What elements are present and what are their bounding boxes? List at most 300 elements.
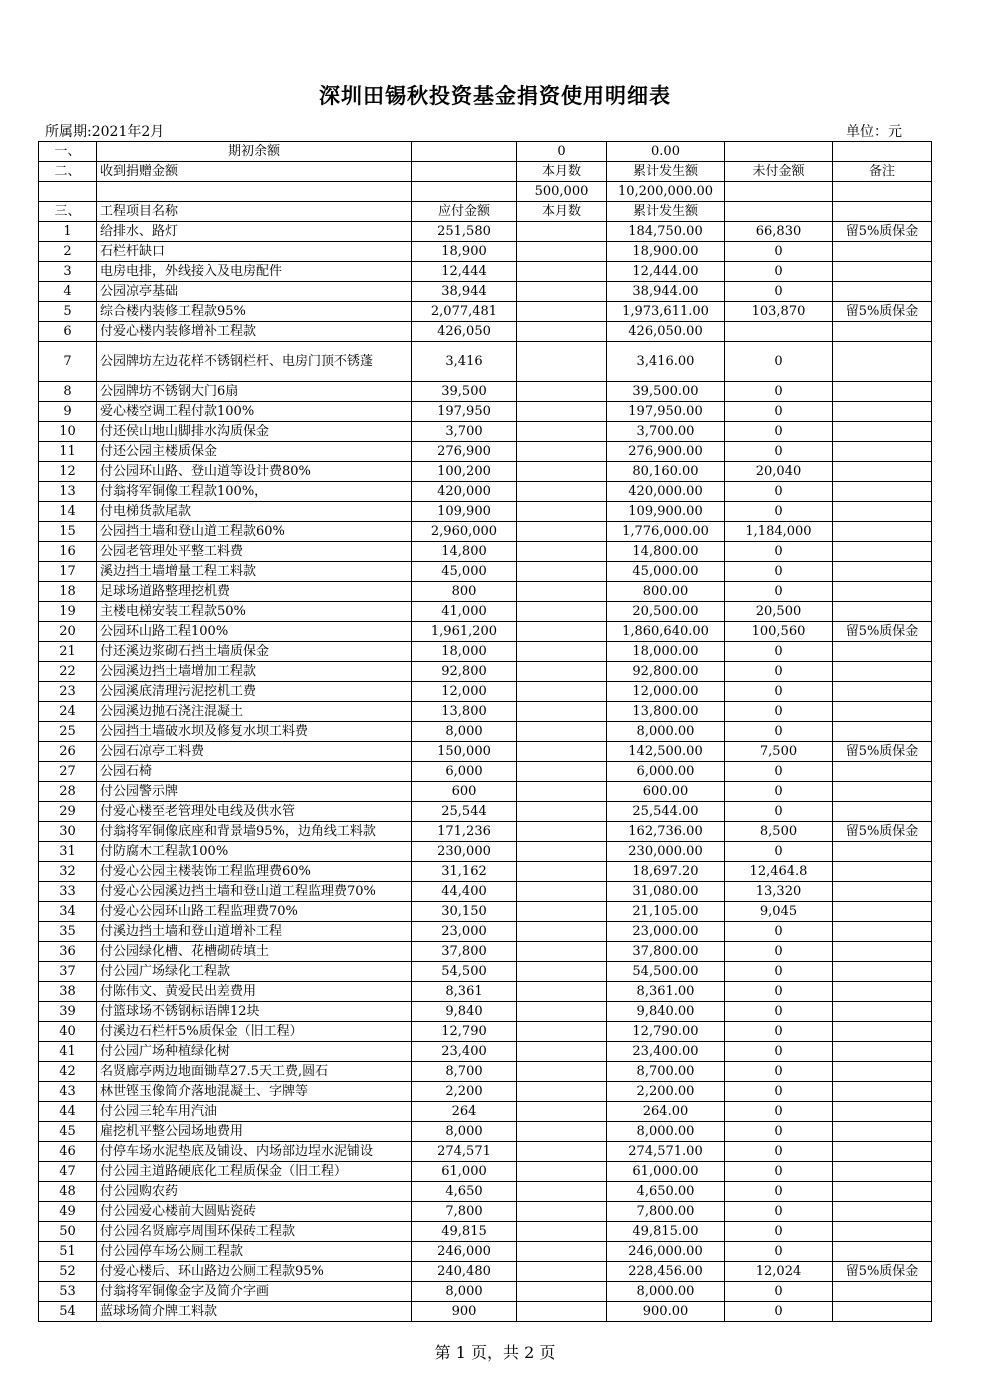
item-total: 4,650.00	[607, 1182, 725, 1202]
item-month	[517, 582, 607, 602]
item-payable: 9,840	[412, 1002, 517, 1022]
item-month	[517, 1122, 607, 1142]
item-note	[833, 422, 932, 442]
item-name: 公园石凉亭工料费	[97, 742, 412, 762]
item-number: 48	[39, 1182, 97, 1202]
item-payable: 8,000	[412, 1282, 517, 1302]
item-number: 26	[39, 742, 97, 762]
item-number: 51	[39, 1242, 97, 1262]
item-unpaid: 0	[725, 422, 833, 442]
item-payable: 8,361	[412, 982, 517, 1002]
item-month	[517, 1142, 607, 1162]
item-month	[517, 1062, 607, 1082]
item-month	[517, 642, 607, 662]
item-total: 25,544.00	[607, 802, 725, 822]
item-name: 电房电排，外线接入及电房配件	[97, 262, 412, 282]
item-payable: 246,000	[412, 1242, 517, 1262]
table-row	[39, 522, 932, 542]
item-number: 29	[39, 802, 97, 822]
item-unpaid: 103,870	[725, 302, 833, 322]
unit-label: 单位：元	[846, 124, 902, 140]
item-total: 31,080.00	[607, 882, 725, 902]
item-total: 8,000.00	[607, 1282, 725, 1302]
item-name: 付公园主道路硬底化工程质保金（旧工程）	[97, 1162, 412, 1182]
item-name: 付陈伟文、黄爱民出差费用	[97, 982, 412, 1002]
donation-month-value: 500,000	[517, 182, 607, 202]
item-name: 付公园广场绿化工程款	[97, 962, 412, 982]
item-payable: 44,400	[412, 882, 517, 902]
item-payable: 39,500	[412, 382, 517, 402]
table-row	[39, 262, 932, 282]
item-total: 80,160.00	[607, 462, 725, 482]
item-unpaid: 0	[725, 842, 833, 862]
item-name: 付爱心公园主楼装饰工程监理费60%	[97, 862, 412, 882]
item-note	[833, 642, 932, 662]
item-month	[517, 1222, 607, 1242]
item-number: 34	[39, 902, 97, 922]
donation-total-value: 10,200,000.00	[607, 182, 725, 202]
item-number: 20	[39, 622, 97, 642]
item-month	[517, 1282, 607, 1302]
item-total: 23,400.00	[607, 1042, 725, 1062]
item-note	[833, 1302, 932, 1322]
item-number: 54	[39, 1302, 97, 1322]
item-note: 留5%质保金	[833, 742, 932, 762]
item-payable: 900	[412, 1302, 517, 1322]
item-month	[517, 1102, 607, 1122]
item-total: 54,500.00	[607, 962, 725, 982]
item-note	[833, 522, 932, 542]
item-payable: 18,900	[412, 242, 517, 262]
item-payable: 420,000	[412, 482, 517, 502]
item-unpaid: 20,040	[725, 462, 833, 482]
table-row	[39, 1242, 932, 1262]
item-month	[517, 522, 607, 542]
item-total: 20,500.00	[607, 602, 725, 622]
item-unpaid: 0	[725, 402, 833, 422]
item-number: 36	[39, 942, 97, 962]
item-payable: 197,950	[412, 402, 517, 422]
item-name: 综合楼内装修工程款95%	[97, 302, 412, 322]
table-row	[39, 1022, 932, 1042]
item-total: 38,944.00	[607, 282, 725, 302]
table-row	[39, 402, 932, 422]
table-row	[39, 1082, 932, 1102]
item-payable: 41,000	[412, 602, 517, 622]
table-row	[39, 342, 932, 382]
item-unpaid: 66,830	[725, 222, 833, 242]
item-name: 爱心楼空调工程付款100%	[97, 402, 412, 422]
item-total: 8,000.00	[607, 722, 725, 742]
item-note	[833, 1242, 932, 1262]
item-number: 5	[39, 302, 97, 322]
section-label: 工程项目名称	[97, 202, 412, 222]
item-note	[833, 1162, 932, 1182]
item-number: 35	[39, 922, 97, 942]
item-total: 264.00	[607, 1102, 725, 1122]
item-month	[517, 282, 607, 302]
item-name: 林世铿玉像简介落地混凝土、字牌等	[97, 1082, 412, 1102]
item-total: 2,200.00	[607, 1082, 725, 1102]
item-month	[517, 922, 607, 942]
item-month	[517, 1082, 607, 1102]
item-number: 47	[39, 1162, 97, 1182]
item-number: 11	[39, 442, 97, 462]
item-total: 1,973,611.00	[607, 302, 725, 322]
item-note	[833, 1102, 932, 1122]
item-note	[833, 1082, 932, 1102]
item-total: 276,900.00	[607, 442, 725, 462]
section-number: 三、	[39, 202, 97, 222]
item-note	[833, 722, 932, 742]
item-unpaid: 0	[725, 1182, 833, 1202]
item-note	[833, 1002, 932, 1022]
item-note	[833, 342, 932, 382]
table-row	[39, 862, 932, 882]
item-number: 21	[39, 642, 97, 662]
item-number: 41	[39, 1042, 97, 1062]
item-total: 1,776,000.00	[607, 522, 725, 542]
item-unpaid: 100,560	[725, 622, 833, 642]
item-payable: 25,544	[412, 802, 517, 822]
item-total: 21,105.00	[607, 902, 725, 922]
item-name: 付爱心楼至老管理处电线及供水管	[97, 802, 412, 822]
item-name: 付翁将军铜像底座和背景墙95%，边角线工料款	[97, 822, 412, 842]
table-row	[39, 682, 932, 702]
item-unpaid: 0	[725, 782, 833, 802]
item-payable: 14,800	[412, 542, 517, 562]
item-total: 14,800.00	[607, 542, 725, 562]
item-note	[833, 662, 932, 682]
table-row	[39, 722, 932, 742]
item-number: 17	[39, 562, 97, 582]
page-footer: 第 1 页，共 2 页	[434, 1343, 556, 1362]
item-unpaid: 0	[725, 762, 833, 782]
item-note	[833, 782, 932, 802]
item-month	[517, 982, 607, 1002]
item-note	[833, 762, 932, 782]
item-name: 付还溪边浆砌石挡土墙质保金	[97, 642, 412, 662]
item-unpaid: 0	[725, 1202, 833, 1222]
item-payable: 45,000	[412, 562, 517, 582]
item-month	[517, 1022, 607, 1042]
item-number: 52	[39, 1262, 97, 1282]
opening-month-value: 0	[517, 142, 607, 162]
item-total: 184,750.00	[607, 222, 725, 242]
item-payable: 6,000	[412, 762, 517, 782]
item-month	[517, 1042, 607, 1062]
table-row	[39, 1222, 932, 1242]
item-name: 公园溪底清理污泥挖机工费	[97, 682, 412, 702]
item-note	[833, 1022, 932, 1042]
item-payable: 109,900	[412, 502, 517, 522]
item-name: 付公园广场种植绿化树	[97, 1042, 412, 1062]
item-payable: 30,150	[412, 902, 517, 922]
header-payable: 应付金额	[412, 202, 517, 222]
item-name: 付溪边挡土墙和登山道增补工程	[97, 922, 412, 942]
table-row	[39, 222, 932, 242]
table-row	[39, 662, 932, 682]
item-unpaid: 0	[725, 1282, 833, 1302]
item-payable: 8,000	[412, 722, 517, 742]
item-unpaid: 0	[725, 1242, 833, 1262]
item-total: 3,700.00	[607, 422, 725, 442]
item-unpaid: 0	[725, 1062, 833, 1082]
item-number: 15	[39, 522, 97, 542]
item-name: 公园溪边挡土墙增加工程款	[97, 662, 412, 682]
item-month	[517, 802, 607, 822]
item-number: 40	[39, 1022, 97, 1042]
item-payable: 61,000	[412, 1162, 517, 1182]
item-month	[517, 782, 607, 802]
item-number: 8	[39, 382, 97, 402]
item-total: 12,444.00	[607, 262, 725, 282]
item-note	[833, 682, 932, 702]
item-name: 公园溪边抛石浇注混凝土	[97, 702, 412, 722]
item-unpaid	[725, 322, 833, 342]
item-payable: 37,800	[412, 942, 517, 962]
item-name: 付公园环山路、登山道等设计费80%	[97, 462, 412, 482]
item-month	[517, 342, 607, 382]
item-payable: 23,400	[412, 1042, 517, 1062]
item-number: 2	[39, 242, 97, 262]
item-total: 45,000.00	[607, 562, 725, 582]
table-row	[39, 1182, 932, 1202]
item-number: 33	[39, 882, 97, 902]
item-total: 23,000.00	[607, 922, 725, 942]
item-number: 45	[39, 1122, 97, 1142]
table-row	[39, 242, 932, 262]
item-unpaid: 7,500	[725, 742, 833, 762]
item-month	[517, 1262, 607, 1282]
item-total: 420,000.00	[607, 482, 725, 502]
item-note	[833, 382, 932, 402]
item-note	[833, 1122, 932, 1142]
item-note	[833, 282, 932, 302]
item-month	[517, 1162, 607, 1182]
item-month	[517, 882, 607, 902]
item-number: 9	[39, 402, 97, 422]
table-row	[39, 822, 932, 842]
item-month	[517, 682, 607, 702]
item-payable: 230,000	[412, 842, 517, 862]
item-number: 7	[39, 342, 97, 382]
item-month	[517, 1302, 607, 1322]
opening-total-value: 0.00	[607, 142, 725, 162]
item-payable: 1,961,200	[412, 622, 517, 642]
item-unpaid: 0	[725, 242, 833, 262]
table-row	[39, 1102, 932, 1122]
item-total: 37,800.00	[607, 942, 725, 962]
item-name: 蓝球场简介牌工料款	[97, 1302, 412, 1322]
table-row	[39, 282, 932, 302]
item-payable: 251,580	[412, 222, 517, 242]
header-month: 本月数	[517, 162, 607, 182]
item-unpaid: 0	[725, 1082, 833, 1102]
item-note	[833, 582, 932, 602]
item-name: 付公园购农药	[97, 1182, 412, 1202]
item-payable: 800	[412, 582, 517, 602]
table-row	[39, 642, 932, 662]
item-payable: 274,571	[412, 1142, 517, 1162]
table-row	[39, 1142, 932, 1162]
item-name: 付电梯货款尾款	[97, 502, 412, 522]
item-total: 7,800.00	[607, 1202, 725, 1222]
item-month	[517, 222, 607, 242]
item-unpaid: 0	[725, 802, 833, 822]
item-number: 46	[39, 1142, 97, 1162]
item-total: 197,950.00	[607, 402, 725, 422]
item-note: 留5%质保金	[833, 822, 932, 842]
table-row	[39, 962, 932, 982]
item-month	[517, 302, 607, 322]
item-number: 14	[39, 502, 97, 522]
item-unpaid: 0	[725, 702, 833, 722]
item-unpaid: 0	[725, 922, 833, 942]
item-payable: 426,050	[412, 322, 517, 342]
item-note	[833, 242, 932, 262]
item-number: 28	[39, 782, 97, 802]
item-month	[517, 482, 607, 502]
item-month	[517, 322, 607, 342]
item-total: 109,900.00	[607, 502, 725, 522]
item-note: 留5%质保金	[833, 302, 932, 322]
donation-header-row	[39, 162, 932, 182]
table-row	[39, 742, 932, 762]
item-number: 27	[39, 762, 97, 782]
item-unpaid: 0	[725, 982, 833, 1002]
item-number: 16	[39, 542, 97, 562]
item-month	[517, 702, 607, 722]
item-name: 付翁将军铜像金字及简介字画	[97, 1282, 412, 1302]
item-month	[517, 722, 607, 742]
item-payable: 38,944	[412, 282, 517, 302]
document-title: 深圳田锡秋投资基金捐资使用明细表	[319, 83, 671, 108]
item-total: 8,361.00	[607, 982, 725, 1002]
item-total: 18,000.00	[607, 642, 725, 662]
item-payable: 171,236	[412, 822, 517, 842]
item-total: 61,000.00	[607, 1162, 725, 1182]
item-total: 162,736.00	[607, 822, 725, 842]
item-number: 39	[39, 1002, 97, 1022]
item-note	[833, 1042, 932, 1062]
item-unpaid: 0	[725, 582, 833, 602]
item-number: 1	[39, 222, 97, 242]
item-name: 名贤廊亭两边地面锄草27.5天工费,圆石	[97, 1062, 412, 1082]
item-number: 43	[39, 1082, 97, 1102]
item-unpaid: 9,045	[725, 902, 833, 922]
item-unpaid: 0	[725, 722, 833, 742]
item-month	[517, 862, 607, 882]
item-number: 12	[39, 462, 97, 482]
item-note	[833, 802, 932, 822]
item-name: 公园挡土墙和登山道工程款60%	[97, 522, 412, 542]
item-name: 石栏杆缺口	[97, 242, 412, 262]
item-name: 付公园名贤廊亭周围环保砖工程款	[97, 1222, 412, 1242]
item-total: 228,456.00	[607, 1262, 725, 1282]
item-number: 23	[39, 682, 97, 702]
item-note	[833, 922, 932, 942]
item-unpaid: 0	[725, 962, 833, 982]
item-payable: 276,900	[412, 442, 517, 462]
item-payable: 12,444	[412, 262, 517, 282]
section-number: 一、	[39, 142, 97, 162]
table-row	[39, 602, 932, 622]
table-row	[39, 622, 932, 642]
item-name: 溪边挡土墙增量工程工料款	[97, 562, 412, 582]
item-name: 公园石椅	[97, 762, 412, 782]
item-total: 18,697.20	[607, 862, 725, 882]
header-month: 本月数	[517, 202, 607, 222]
item-unpaid: 0	[725, 1222, 833, 1242]
item-payable: 240,480	[412, 1262, 517, 1282]
item-name: 付还侯山地山脚排水沟质保金	[97, 422, 412, 442]
item-note	[833, 1182, 932, 1202]
item-note	[833, 262, 932, 282]
item-payable: 31,162	[412, 862, 517, 882]
item-unpaid: 0	[725, 682, 833, 702]
item-month	[517, 242, 607, 262]
header-total: 累计发生额	[607, 162, 725, 182]
item-total: 246,000.00	[607, 1242, 725, 1262]
item-unpaid: 0	[725, 1142, 833, 1162]
table-row	[39, 582, 932, 602]
item-payable: 150,000	[412, 742, 517, 762]
item-total: 230,000.00	[607, 842, 725, 862]
item-number: 32	[39, 862, 97, 882]
item-number: 49	[39, 1202, 97, 1222]
item-total: 900.00	[607, 1302, 725, 1322]
table-row	[39, 982, 932, 1002]
item-payable: 8,000	[412, 1122, 517, 1142]
item-payable: 92,800	[412, 662, 517, 682]
item-total: 3,416.00	[607, 342, 725, 382]
item-total: 13,800.00	[607, 702, 725, 722]
item-unpaid: 12,024	[725, 1262, 833, 1282]
item-note	[833, 862, 932, 882]
header-total: 累计发生额	[607, 202, 725, 222]
item-unpaid: 0	[725, 502, 833, 522]
item-note	[833, 1142, 932, 1162]
item-name: 足球场道路整理挖机费	[97, 582, 412, 602]
item-name: 公园牌坊不锈钢大门6扇	[97, 382, 412, 402]
item-payable: 23,000	[412, 922, 517, 942]
item-note	[833, 962, 932, 982]
item-name: 公园挡土墙破水坝及修复水坝工料费	[97, 722, 412, 742]
item-name: 雇挖机平整公园场地费用	[97, 1122, 412, 1142]
item-name: 公园凉亭基础	[97, 282, 412, 302]
item-name: 主楼电梯安装工程款50%	[97, 602, 412, 622]
item-payable: 12,790	[412, 1022, 517, 1042]
item-name: 付翁将军铜像工程款100%，	[97, 482, 412, 502]
section-label: 期初余额	[97, 142, 412, 162]
item-payable: 54,500	[412, 962, 517, 982]
item-total: 6,000.00	[607, 762, 725, 782]
item-number: 6	[39, 322, 97, 342]
opening-balance-row	[39, 142, 932, 162]
item-payable: 49,815	[412, 1222, 517, 1242]
item-total: 1,860,640.00	[607, 622, 725, 642]
item-payable: 12,000	[412, 682, 517, 702]
item-note: 留5%质保金	[833, 222, 932, 242]
item-note	[833, 402, 932, 422]
table-row	[39, 922, 932, 942]
item-month	[517, 1242, 607, 1262]
section-number: 二、	[39, 162, 97, 182]
item-payable: 3,700	[412, 422, 517, 442]
item-unpaid: 0	[725, 482, 833, 502]
item-note	[833, 702, 932, 722]
